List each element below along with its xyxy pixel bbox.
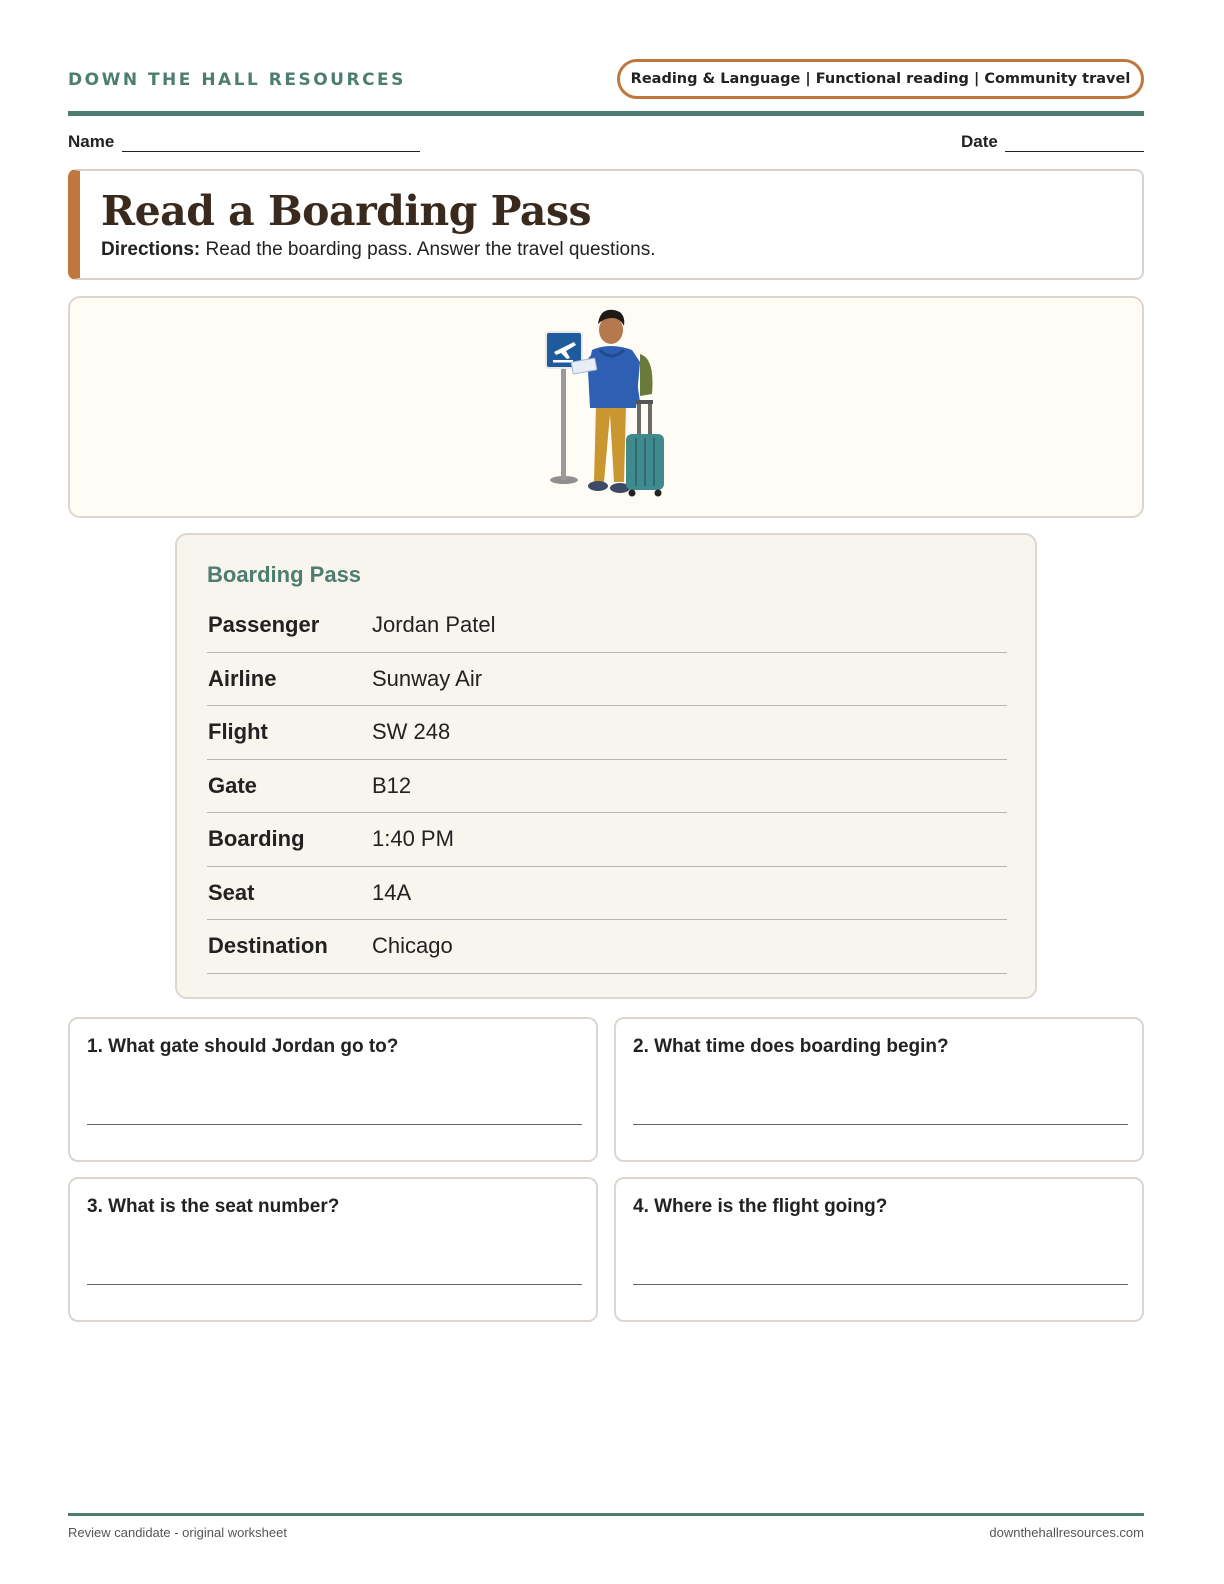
- directions-text: Read the boarding pass. Answer the travel questions.: [205, 239, 656, 260]
- pass-label: Seat: [208, 879, 255, 905]
- pass-row-airline: [207, 653, 1007, 707]
- pass-label: Passenger: [208, 612, 320, 637]
- pass-row-gate: [207, 760, 1007, 814]
- pass-value: Chicago: [372, 933, 453, 958]
- pass-label: Flight: [208, 719, 268, 744]
- question-text: 1. What gate should Jordan go to?: [87, 1036, 399, 1057]
- pass-value: SW 248: [372, 719, 451, 744]
- footer-website: downthehallresources.com: [989, 1525, 1144, 1540]
- brand-name: DOWN THE HALL RESOURCES: [68, 70, 406, 90]
- directions-label: Directions:: [101, 239, 201, 260]
- question-card-2: [614, 1017, 1144, 1162]
- question-card-4: [614, 1177, 1144, 1322]
- header-divider: [68, 111, 1144, 116]
- pass-row-passenger: [207, 599, 1007, 653]
- name-field[interactable]: [122, 151, 420, 152]
- pass-label: Airline: [208, 665, 277, 691]
- boarding-pass-card: [175, 533, 1037, 999]
- question-text: 4. Where is the flight going?: [633, 1196, 888, 1217]
- question-card-1: [68, 1017, 598, 1162]
- boarding-pass-heading: Boarding Pass: [207, 562, 362, 587]
- pass-label: Gate: [208, 772, 257, 798]
- illustration-panel: [68, 296, 1144, 518]
- date-label: Date: [961, 132, 998, 151]
- pass-value: B12: [372, 772, 412, 798]
- page-title: Read a Boarding Pass: [101, 187, 592, 235]
- answer-line[interactable]: [87, 1124, 582, 1125]
- boarding-pass-table: [207, 599, 1007, 974]
- pass-value: Sunway Air: [372, 665, 483, 691]
- date-field[interactable]: [1005, 151, 1144, 152]
- answer-line[interactable]: [633, 1284, 1128, 1285]
- answer-line[interactable]: [87, 1284, 582, 1285]
- pass-value: Jordan Patel: [372, 612, 496, 637]
- footer-divider: [68, 1513, 1144, 1516]
- question-card-3: [68, 1177, 598, 1322]
- pass-row-seat: [207, 867, 1007, 921]
- directions: [101, 239, 655, 261]
- title-card: [68, 169, 1144, 280]
- subject-tags: Reading & Language | Functional reading | Community travel: [617, 59, 1144, 99]
- question-text: 2. What time does boarding begin?: [633, 1036, 949, 1057]
- footer-note: Review candidate - original worksheet: [68, 1525, 287, 1540]
- question-text: 3. What is the seat number?: [87, 1196, 340, 1217]
- pass-row-boarding: [207, 813, 1007, 867]
- name-label: Name: [68, 132, 115, 151]
- answer-line[interactable]: [633, 1124, 1128, 1125]
- pass-row-flight: [207, 706, 1007, 760]
- pass-value: 1:40 PM: [372, 826, 454, 851]
- pass-label: Boarding: [208, 826, 305, 851]
- pass-value: 14A: [372, 879, 412, 905]
- student-info-row: [68, 132, 1144, 156]
- pass-label: Destination: [208, 933, 328, 958]
- traveler-illustration-icon: [540, 302, 680, 508]
- pass-row-destination: [207, 920, 1007, 974]
